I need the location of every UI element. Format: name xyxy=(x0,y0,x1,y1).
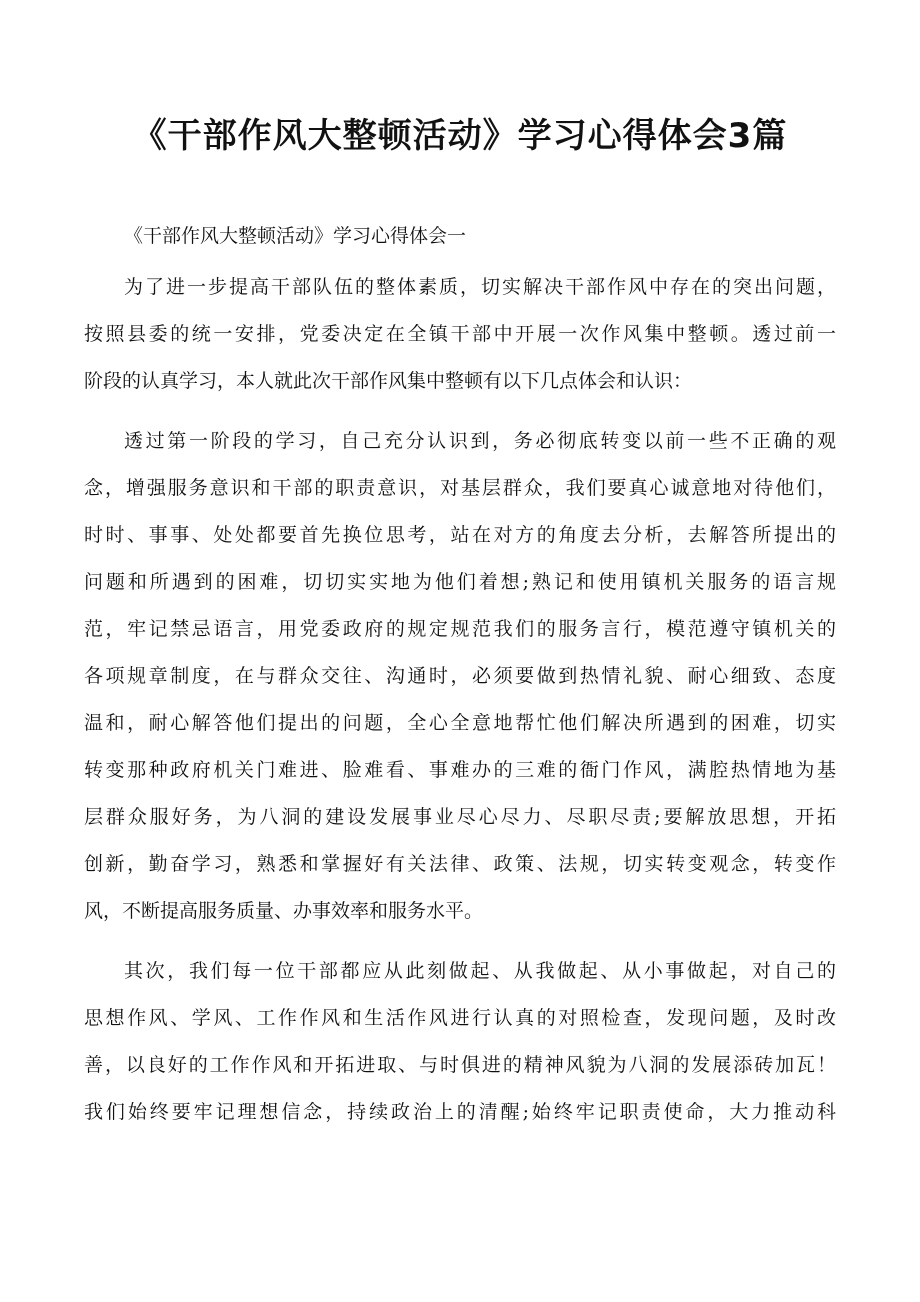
paragraph-3 xyxy=(84,948,836,1136)
document-title: 《干部作风大整顿活动》学习心得体会3篇 xyxy=(132,116,788,156)
text-line: 温和，耐心解答他们提出的问题，全心全意地帮忙他们解决所遇到的困难，切实 xyxy=(84,712,836,734)
text-line: 为了进一步提高干部队伍的整体素质，切实解决干部作风中存在的突出问题， xyxy=(124,276,836,298)
text-line: 阶段的认真学习，本人就此次干部作风集中整顿有以下几点体会和认识： xyxy=(84,370,693,392)
section-subtitle: 《干部作风大整顿活动》学习心得体会一 xyxy=(124,225,467,247)
text-line: 转变那种政府机关门难进、脸难看、事难办的三难的衙门作风，满腔热情地为基 xyxy=(84,759,836,781)
text-line: 层群众服好务，为八洞的建设发展事业尽心尽力、尽职尽责;要解放思想，开拓 xyxy=(84,806,836,828)
text-line: 其次，我们每一位干部都应从此刻做起、从我做起、从小事做起，对自己的 xyxy=(124,960,836,982)
text-line: 透过第一阶段的学习，自己充分认识到，务必彻底转变以前一些不正确的观 xyxy=(124,430,836,452)
text-line: 善，以良好的工作作风和开拓进取、与时俱进的精神风貌为八洞的发展添砖加瓦！ xyxy=(84,1054,836,1076)
text-line: 思想作风、学风、工作作风和生活作风进行认真的对照检查，发现问题，及时改 xyxy=(84,1007,836,1029)
text-line: 风，不断提高服务质量、办事效率和服务水平。 xyxy=(84,900,484,922)
text-line: 各项规章制度，在与群众交往、沟通时，必须要做到热情礼貌、耐心细致、态度 xyxy=(84,665,836,687)
text-line: 按照县委的统一安排，党委决定在全镇干部中开展一次作风集中整顿。透过前一 xyxy=(84,323,836,345)
paragraph-2 xyxy=(84,418,836,935)
document-body xyxy=(84,221,836,1149)
text-line: 我们始终要牢记理想信念，持续政治上的清醒;始终牢记职责使命，大力推动科 xyxy=(84,1101,836,1123)
paragraph-1 xyxy=(84,264,836,405)
text-line: 范，牢记禁忌语言，用党委政府的规定规范我们的服务言行，模范遵守镇机关的 xyxy=(84,618,836,640)
text-line: 创新，勤奋学习，熟悉和掌握好有关法律、政策、法规，切实转变观念，转变作 xyxy=(84,853,836,875)
text-line: 念，增强服务意识和干部的职责意识，对基层群众，我们要真心诚意地对待他们， xyxy=(84,477,836,499)
text-line: 问题和所遇到的困难，切切实实地为他们着想;熟记和使用镇机关服务的语言规 xyxy=(84,571,836,593)
text-line: 时时、事事、处处都要首先换位思考，站在对方的角度去分析，去解答所提出的 xyxy=(84,524,836,546)
